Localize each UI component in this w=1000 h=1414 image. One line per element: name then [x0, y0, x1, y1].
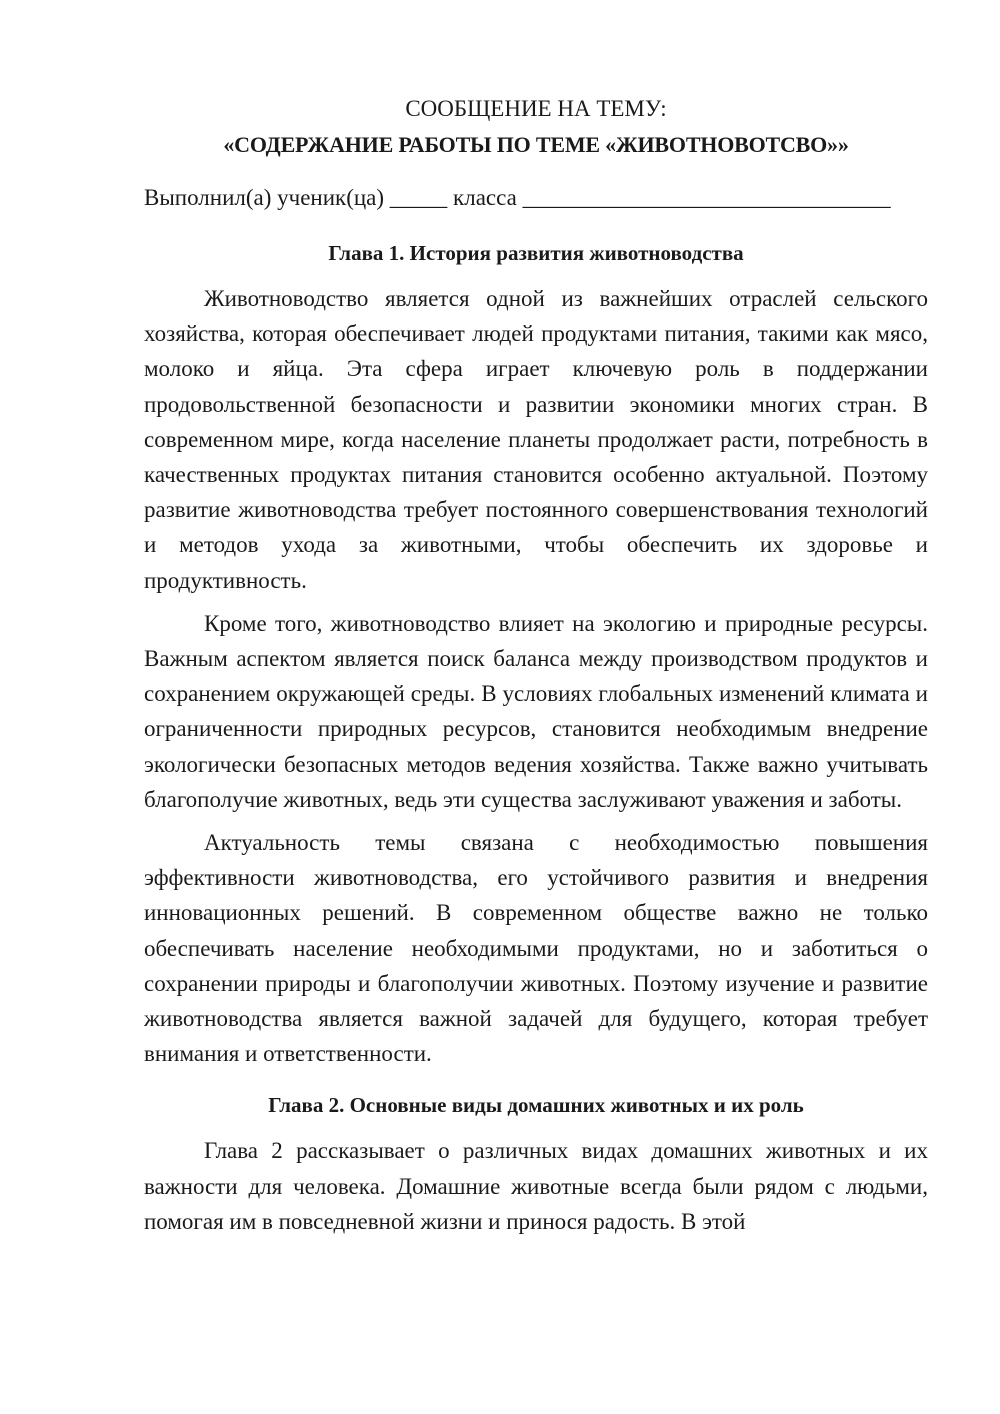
chapter1-paragraph-3: Актуальность темы связана с необходимостью повышения эффективности животноводства, его устойчивого развития и внедрения инновационных решений. В современном обществе важно не только обеспечивать население необходимыми продуктами, но и заботиться о сохранении природы и благополучии животных. Поэтому изучение и развитие животноводства является важной задачей для будущего, которая требует внимания и ответственности. — [144, 830, 928, 1067]
chapter1-heading: Глава 1. История развития животноводства — [328, 241, 744, 265]
chapter2-heading: Глава 2. Основные виды домашних животных и их роль — [268, 1093, 804, 1118]
document-title-line1: СООБЩЕНИЕ НА ТЕМУ: — [405, 96, 667, 121]
document-title-line2: «СОДЕРЖАНИЕ РАБОТЫ ПО ТЕМЕ «ЖИВОТНОВОТСВО»» — [223, 132, 849, 157]
author-line: Выполнил(а) ученик(ца) _____ класса ________________________________ — [144, 185, 891, 210]
chapter2-paragraph-1: Глава 2 рассказывает о различных видах домашних животных и их важности для человека. Домашние животные всегда были рядом с людьми, помогая им в повседневной жизни и принося радость. В этой — [144, 1138, 928, 1234]
chapter1-paragraph-1: Животноводство является одной из важнейших отраслей сельского хозяйства, которая обеспечивает людей продуктами питания, такими как мясо, молоко и яйца. Эта сфера играет ключевую роль в поддержании продовольственной безопасности и развитии экономики многих стран. В современном мире, когда население планеты продолжает расти, потребность в качественных продуктах питания становится особенно актуальной. Поэтому развитие животноводства требует постоянного совершенствования технологий и методов ухода за животными, чтобы обеспечить их здоровье и продуктивность. — [144, 286, 928, 593]
chapter1-paragraph-2: Кроме того, животноводство влияет на экологию и природные ресурсы. Важным аспектом является поиск баланса между производством продуктов и сохранением окружающей среды. В условиях глобальных изменений климата и ограниченности природных ресурсов, становится необходимым внедрение экологически безопасных методов ведения хозяйства. Также важно учитывать благополучие животных, ведь эти существа заслуживают уважения и заботы. — [144, 610, 928, 812]
document-page — [144, 92, 928, 1247]
